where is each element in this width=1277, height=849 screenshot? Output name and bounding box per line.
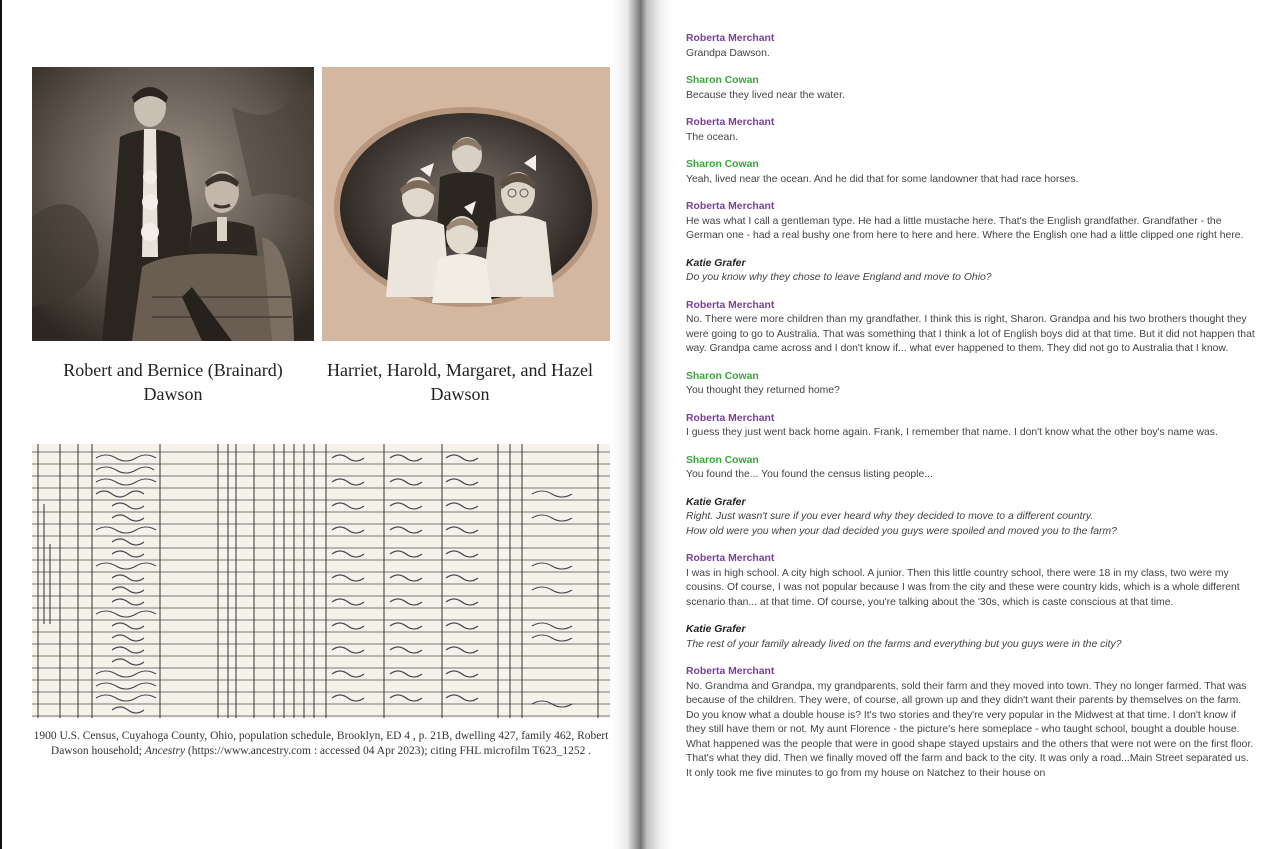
- speaker-name: Roberta Merchant: [686, 666, 775, 677]
- citation-text-2: (https://www.ancestry.com : accessed 04 Apr 2023); citing FHL microfilm T623_1252 .: [185, 745, 592, 757]
- speaker-text: Because they lived near the water.: [686, 89, 845, 101]
- census-page-scan: [32, 444, 610, 718]
- speaker-text: No. Grandma and Grandpa, my grandparents, sold their farm and they moved into town. They no longer farmed. That was because of the children. They were, of course, all grown up and they didn't want their parents by themselves on the farm. Do you know what a double house is? It's two stories and they're very popular in the Midwest at that time. I don't know if they still have them or not. My aunt Florence - the picture's here someplace - who taught school, bought a double house. What happened was the people that were in good shape stayed upstairs and the others that were not were on the first floor. That's what they did. Then we finally moved off the farm and back to the city. It was only a road...Main Street separated us. It only took me five minutes to go from my house on Natchez to their house on: [686, 680, 1254, 779]
- speaker-name: Sharon Cowan: [686, 159, 759, 170]
- right-page: [672, 0, 1277, 849]
- citation-source-italic: Ancestry: [144, 745, 186, 757]
- speaker-name: Sharon Cowan: [686, 75, 759, 86]
- transcript-entry: [686, 158, 1256, 187]
- speaker-text: You thought they returned home?: [686, 385, 840, 396]
- citation-text-1: 1900 U.S. Census, Cuyahoga County, Ohio, population schedule, Brooklyn, ED 4 , p. 21B, dwelling 427, family 462, Robert Dawson household;: [33, 730, 609, 757]
- transcript-entry: [686, 665, 1256, 781]
- photo-couple: [32, 67, 314, 341]
- book-gutter-shadow: [612, 0, 672, 849]
- speaker-text: Yeah, lived near the ocean. And he did that for some landowner that had race horses.: [686, 173, 1079, 185]
- caption-couple: Robert and Bernice (Brainard) Dawson: [63, 360, 283, 404]
- children-photo-image: [322, 67, 610, 341]
- couple-photo-image: [32, 67, 314, 341]
- transcript-entry: [686, 74, 1256, 103]
- speaker-text: The ocean.: [686, 131, 738, 143]
- speaker-name: Roberta Merchant: [686, 553, 775, 564]
- transcript-entry: [686, 32, 1256, 61]
- speaker-text: I guess they just went back home again. Frank, I remember that name. I don't know what the other boy's name was.: [686, 427, 1218, 438]
- photo-children: [322, 67, 610, 341]
- interview-transcript: [686, 32, 1256, 794]
- speaker-text: I was in high school. A city high school. A junior. Then this little country school, there were 18 in my class, two were my cousins. Of course, I was not popular because I was from the city and these were country kids, which is a whole different scenario than... at that time. Of course, you're talking about the '30s, which is caste conscious at that time.: [686, 567, 1240, 608]
- speaker-name: Roberta Merchant: [686, 299, 775, 311]
- speaker-name: Sharon Cowan: [686, 454, 759, 466]
- speaker-text: Right. Just wasn't sure if you ever heard why they decided to move to a different country.: [686, 511, 1094, 522]
- speaker-name: Roberta Merchant: [686, 33, 775, 44]
- transcript-entry: [686, 623, 1256, 652]
- speaker-text: Grandpa Dawson.: [686, 47, 770, 59]
- caption-children: Harriet, Harold, Margaret, and Hazel Dawson: [326, 360, 594, 404]
- left-page: [0, 0, 632, 849]
- speaker-name: Roberta Merchant: [686, 201, 775, 212]
- speaker-name: Roberta Merchant: [686, 117, 775, 128]
- transcript-entry: [686, 299, 1256, 357]
- speaker-text: Do you know why they chose to leave England and move to Ohio?: [686, 272, 992, 283]
- speaker-text: He was what I call a gentleman type. He had a little mustache here. That's the English grandfather. Grandfather - the German one - had a real bushy one from here to here and here. Where the English one had a little clipped one right here.: [686, 215, 1244, 241]
- speaker-name: Katie Grafer: [686, 496, 746, 508]
- speaker-text-continued: How old were you when your dad decided you guys were spoiled and moved you to the farm?: [686, 525, 1117, 537]
- speaker-name: Katie Grafer: [686, 624, 746, 635]
- transcript-entry: [686, 412, 1256, 441]
- speaker-name: Katie Grafer: [686, 257, 746, 269]
- speaker-name: Roberta Merchant: [686, 412, 775, 424]
- transcript-entry: [686, 552, 1256, 610]
- speaker-text: No. There were more children than my grandfather. I think this is right, Sharon. Grandpa and his two brothers thought they were going to go to Australia. That was something that I think a lot of English boys did at that time. But it did not happen that way. Grandpa came across and I don't know if... what ever happened to them. They did not go to Australia that I know.: [686, 314, 1255, 354]
- transcript-entry: [686, 200, 1256, 244]
- speaker-name: Sharon Cowan: [686, 370, 759, 382]
- transcript-entry: [686, 496, 1256, 540]
- transcript-entry: [686, 454, 1256, 483]
- speaker-text: You found the... You found the census listing people...: [686, 469, 933, 480]
- transcript-entry: [686, 257, 1256, 286]
- census-image: [32, 444, 610, 718]
- transcript-entry: [686, 116, 1256, 145]
- transcript-entry: [686, 370, 1256, 399]
- census-citation: [32, 729, 610, 759]
- speaker-text: The rest of your family already lived on the farms and everything but you guys were in the city?: [686, 638, 1122, 650]
